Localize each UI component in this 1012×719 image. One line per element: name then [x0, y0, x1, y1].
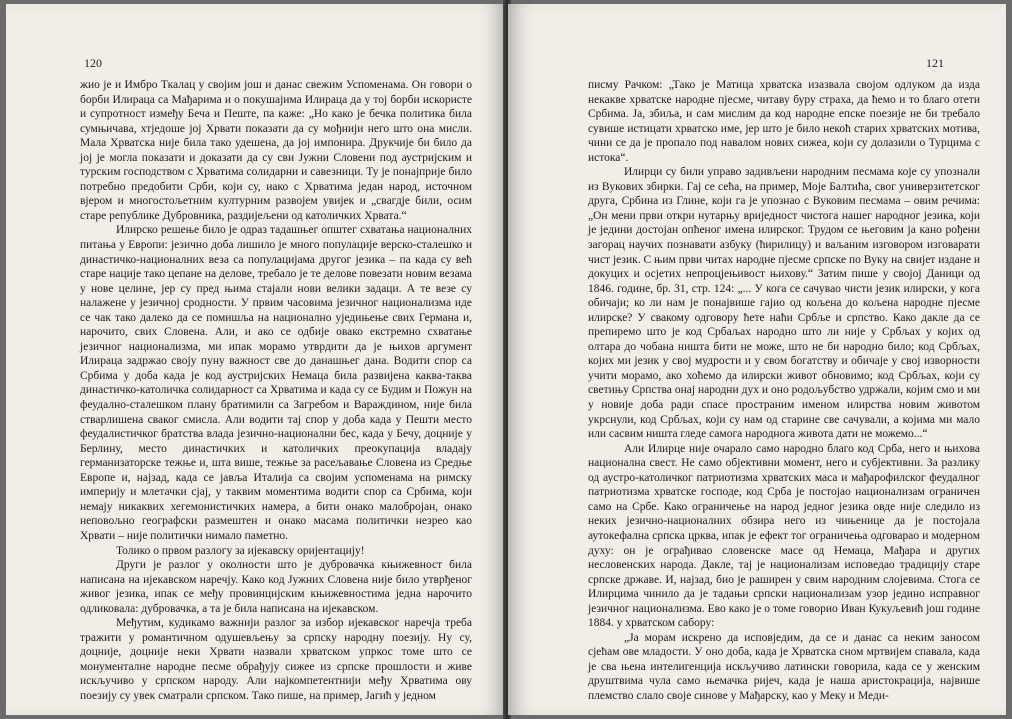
paragraph: „Ја морам искрено да исповједим, да се и данас са неким заносом сјећам ове младости. У оно доба, када је Хрватска сном мртвијем спавала, када је сва њена интелигенција искључиво латински говорила, када се у женским друштвима чула само њемачка ријеч, када је наша аристокрација, највише племство слало своје синове у Мађарску, као у Меку и Меди-: [588, 631, 980, 702]
left-page: [6, 4, 505, 715]
paragraph: Илирци су били управо задивљени народним песмама које су упознали из Вукових збирки. Гај се сећа, на пример, Моје Балтића, свог универзитетског друга, Србина из Глине, који га је упознао с Вуковим песмама – овим речима: „Он мени први откри нутарњу вриједност чистога нашег народног језика, који је једини достојан опћеног имена илирског. Трудом се његовим ја кано рођени загорац научих познавати азбуку (ћирилицу) и ваљаним изговором изговарати чист језик. С њим први читах народне пјесме српске по Вуку на свијет издане и докуцих и осјетих непроцјењивост њихову.“ Затим пише у својој Даници од 1846. године, бр. 31, стр. 124: „... У кога се сачувао чисти језик илирски, у кога обичаји; ко ли нам је понајвише гајио од кољена до кољена народне пјесме илирске? У свакому одговору ћете наћи Србље и српство. Како дакле да се препиремо што је код Србаљах народно што ли није у Србљах у којих од олтара до чобана ништа бити не може, што не би народно било; код Србљах, којих ми језик у свој мудрости и у свом богатству и обичаје у свој изворности учити морамо, ако хоћемо да илирски живот обновимо; код Србљах, који су светињу Српства онај народни дух и оно родољубство удржали, којим смо и ми у новије доба ради спасе пространим именом илирства новим животом укрснули, код Србљах, који су нам од старине све сачували, а којима ми мало или сасвим ништа гледе самога народнога живота дати не можемо...“: [588, 166, 980, 441]
left-page-number: 120: [84, 56, 102, 70]
right-page: [508, 4, 1006, 715]
paragraph: Међутим, кудикамо важнији разлог за избор ијекавског наречја треба тражити у романтичном одушевљењу за српску народну поезију. Ну су, доцније, доцније неки Хрвати назвали хрватском упркос томе што се монументалне народне песме обрађују сижее из српске прошлости и живе искључиво у српском народу. Али најкомпетентнији међу Хрватима ову поезију су увек сматрали српском. Тако пише, на пример, Јагић у једном: [80, 617, 472, 702]
paragraph: писму Рачком: „Тако је Матица хрватска изазвала својом одлуком да изда некакве хрватске народне пјесме, читаву буру страха, да ћемо и то благо отети Србима. Ја, збиља, и сам мислим да код народне епске поезије не би требало сувише истицати хрватско име, јер што је било некоћ старих хрватских мотива, чини се да је пропало под навалом нових сижеа, који су долазили о Турцима с истока“.: [588, 79, 980, 164]
paragraph: Илирско решење било је одраз тадашњег општег схватања националних питања у Европи: језично доба лишило је много популације верско-сталешко и династичко-националних веза са популацијама другог језика – па када су већ старе нације тако цепане на делове, требало је те делове повезати новим везама у нове целине, јер су пред њима стајали нови велики задаци. А те везе су налажене у језичној сродности. У првим часовима језичног национализма иде се чак тако далеко да се помишља на национално уједињење свих Германа и, нарочито, свих Словена. Али, и ако се одбије овако екстремно схватање језичног национализма, ми ипак морамо утврдити да је њихов аргумент Илираца задржао своју пуну важност све до данашњег дана. Водити спор са Србима у доба када је код аустријских Немаца била развијена каква-таква династичко-католичка солидарност са Хрватима и када су се Будим и Пожун на феудално-сталешком плану братимили са Загребом и Вараждином, није била стварлишена сваког смисла. Али водити тај спор у доба када у Пешти место феудалистичког братства влада језично-национални бес, када у Бечу, доцније у Берлину, место династичких и католичких преокупација владају германизаторске тежње и, шта више, тежње за расељавање Словена из Средње Европе и, најзад, када се јавља Италија са својим успоменама на римску империју и млетачки сјај, у таквим моментима водити спор са Србима, који немају никаквих хегемонистичких намера, а бити онако малобројан, онако неповољно географски размештен и онако масама политички незрео као Хрвати – није политички нимало паметно.: [80, 224, 472, 542]
paragraph: Али Илирце није очарало само народно благо код Срба, него и њихова национална свест. Не само објективни момент, него и субјективни. За разлику од аустро-католичког патриотизма хрватских маса и мађарофилског феудалног патриотизма хрватске господе, код Срба је постојао национализам ограничен само на Србе. Како ограничење на народ једног језика овде није следило из неких језично-националних обзира него из чињенице да је постојала аутокефална српска црква, ипак је ефект тог ограничења одговарао и модерном духу: он је ограђивао словенске масе од Немаца, Мађара и других несловенских народа. Дакле, тај је национализам исповедао традицију старе српске државе. И, најзад, био је раширен у свим народним слојевима. Стога се Илирцима чинило да је тадањи српски национализам узор једино исправног језичног национализма. Ево како је о томе говорио Иван Кукуљевић још године 1884. у хрватском сабору:: [588, 442, 980, 630]
left-page-text: [80, 78, 472, 704]
paragraph: Други је разлог у околности што је дубровачка књижевност била написана на ијекавском наречју. Како код Јужних Словена није било утврђеног живог језика, ипак се међу провинцијским књижевностима једна нарочито одликовала: дубровачка, а та је била написана на ијекавском.: [80, 559, 472, 615]
paragraph: жио је и Имбро Ткалац у својим још и данас свежим Успоменама. Он говори о борби Илираца са Мађарима и о покушајима Илираца да у тој борби искористе и супротност између Беча и Пеште, па каже: „Но како је бечка политика била сумњичава, хтједоше јој Хрвати показати да су мођнији него што она мисли. Мала Хрватска није била тако удешена, да јој импонира. Друкчије би било да јој је могла показати и доказати да су сви Јужни Словени под аустријским и турским господством с Хрватима солидарни и савезници. Ту је понајприје било потребно предобити Срби, који су, иако с Хрватима један народ, источном вјером и многостољетним културним развојем увијек и „свагдје били, осим старе републике Дубровника, раздијељени од католичких Хрвата.“: [80, 79, 472, 222]
paragraph: Толико о првом разлогу за ијекавску оријентацију!: [116, 544, 365, 557]
right-page-number: 121: [926, 56, 944, 70]
right-page-text: [588, 78, 980, 704]
